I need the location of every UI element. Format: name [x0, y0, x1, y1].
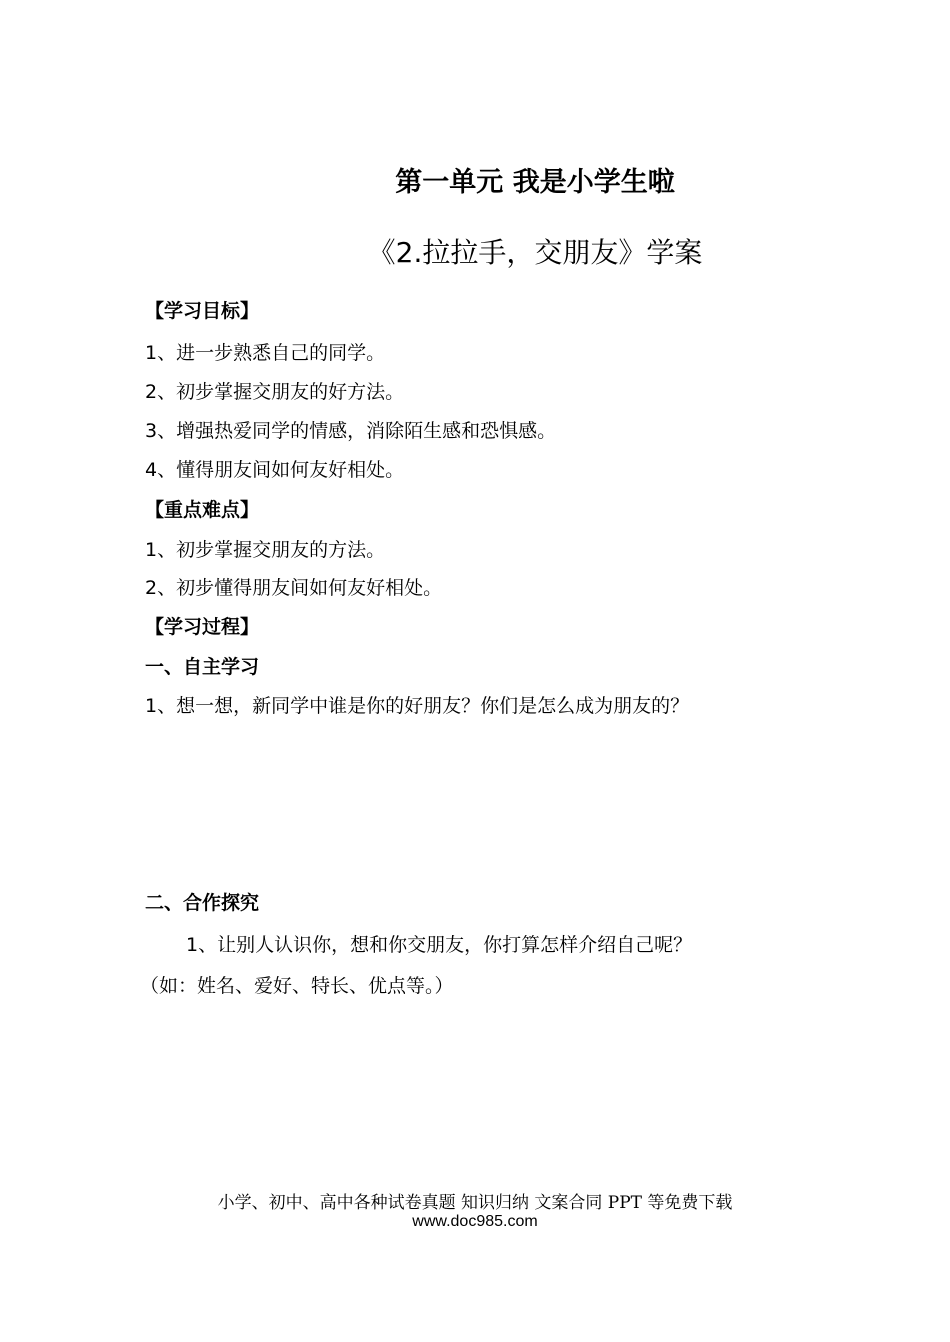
cooperation-heading: 二、合作探究 [145, 892, 260, 914]
cooperation-hint: （如：姓名、爱好、特长、优点等。） [140, 975, 454, 997]
key-point-item: 2、初步懂得朋友间如何友好相处。 [145, 577, 443, 599]
key-point-item: 1、初步掌握交朋友的方法。 [145, 539, 386, 561]
learning-process-heading: 【学习过程】 [145, 616, 260, 638]
self-study-question: 1、想一想，新同学中谁是你的好朋友？你们是怎么成为朋友的？ [145, 695, 690, 717]
learning-goal-item: 2、初步掌握交朋友的好方法。 [145, 381, 405, 403]
unit-title: 第一单元 我是小学生啦 [395, 167, 675, 198]
learning-goals-heading: 【学习目标】 [145, 300, 260, 322]
key-points-heading: 【重点难点】 [145, 499, 260, 521]
lesson-title: 《2.拉拉手，交朋友》学案 [367, 236, 703, 269]
learning-goal-item: 3、增强热爱同学的情感，消除陌生感和恐惧感。 [145, 420, 557, 442]
learning-goal-item: 1、进一步熟悉自己的同学。 [145, 342, 386, 364]
self-study-heading: 一、自主学习 [145, 656, 260, 678]
cooperation-question: 1、让别人认识你，想和你交朋友，你打算怎样介绍自己呢？ [186, 934, 693, 956]
footer-url[interactable]: www.doc985.com [412, 1213, 538, 1230]
learning-goal-item: 4、懂得朋友间如何友好相处。 [145, 459, 405, 481]
footer-text: 小学、初中、高中各种试卷真题 知识归纳 文案合同 PPT 等免费下载 [217, 1193, 733, 1213]
